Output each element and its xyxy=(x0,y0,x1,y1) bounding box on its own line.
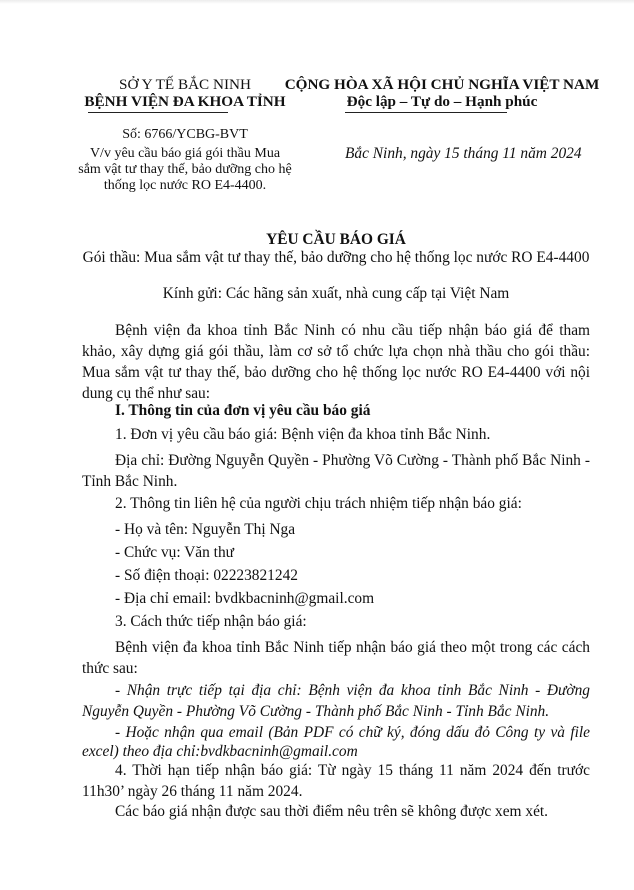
subject-line: V/v yêu cầu báo giá gói thầu Mua xyxy=(89,146,281,161)
subject-line: thống lọc nước RO E4-4400. xyxy=(103,178,267,193)
document-title: YÊU CẦU BÁO GIÁ xyxy=(266,231,406,248)
page-top-shadow xyxy=(0,0,634,4)
hospital-underline xyxy=(88,112,228,113)
contact-position: - Chức vụ: Văn thư xyxy=(115,544,234,561)
agency-name: SỞ Y TẾ BẮC NINH xyxy=(119,76,251,93)
place-date: Bắc Ninh, ngày 15 tháng 11 năm 2024 xyxy=(345,145,582,162)
motto-underline xyxy=(345,112,507,113)
contact-name: - Họ và tên: Nguyễn Thị Nga xyxy=(115,521,296,538)
method-email: - Hoặc nhận qua email (Bản PDF có chữ ký, đóng dấu đỏ Công ty và file excel) theo địa chỉ:bvdkbacninh@gmail.com xyxy=(82,724,590,760)
contact-phone: - Số điện thoại: 02223821242 xyxy=(115,567,298,584)
item-1: 1. Đơn vị yêu cầu báo giá: Bệnh viện đa khoa tỉnh Bắc Ninh. xyxy=(115,426,491,443)
recipient: Kính gửi: Các hãng sản xuất, nhà cung cấp tại Việt Nam xyxy=(162,285,510,302)
methods-intro: Bệnh viện đa khoa tỉnh Bắc Ninh tiếp nhận báo giá theo một trong các cách thức sau: xyxy=(82,639,590,677)
national-motto: Độc lập – Tự do – Hạnh phúc xyxy=(346,93,538,110)
intro-paragraph: Bệnh viện đa khoa tỉnh Bắc Ninh có nhu cầu tiếp nhận báo giá để tham khảo, xây dựng giá gói thầu, làm cơ sở tổ chức lựa chọn nhà thầu cho gói thầu: Mua sắm vật tư thay thế, bảo dưỡng cho hệ thống lọc nước RO E4-4400 với nội dung cụ thể như sau: xyxy=(82,322,590,402)
contact-email: - Địa chỉ email: bvdkbacninh@gmail.com xyxy=(115,590,375,607)
subject-block xyxy=(70,146,300,194)
country-name: CỘNG HÒA XÃ HỘI CHỦ NGHĨA VIỆT NAM xyxy=(284,76,600,93)
document-number: Số: 6766/YCBG-BVT xyxy=(122,127,248,142)
subject-line: sắm vật tư thay thế, bảo dưỡng cho hệ xyxy=(78,162,292,177)
item-2: 2. Thông tin liên hệ của người chịu trách nhiệm tiếp nhận báo giá: xyxy=(115,495,522,512)
item-3: 3. Cách thức tiếp nhận báo giá: xyxy=(115,613,307,630)
closing-note: Các báo giá nhận được sau thời điểm nêu trên sẽ không được xem xét. xyxy=(115,803,549,820)
package-name: Gói thầu: Mua sắm vật tư thay thế, bảo dưỡng cho hệ thống lọc nước RO E4-4400 xyxy=(82,249,590,266)
address: Địa chỉ: Đường Nguyễn Quyền - Phường Võ Cường - Thành phố Bắc Ninh - Tỉnh Bắc Ninh. xyxy=(82,452,590,490)
section-1-title: I. Thông tin của đơn vị yêu cầu báo giá xyxy=(115,402,371,419)
item-4: 4. Thời hạn tiếp nhận báo giá: Từ ngày 15 tháng 11 năm 2024 đến trước 11h30’ ngày 26 tháng 11 năm 2024. xyxy=(82,762,590,800)
hospital-name: BỆNH VIỆN ĐA KHOA TỈNH xyxy=(84,93,286,110)
method-direct: - Nhận trực tiếp tại địa chỉ: Bệnh viện đa khoa tỉnh Bắc Ninh - Đường Nguyễn Quyền - Phường Võ Cường - Thành phố Bắc Ninh - Tỉnh Bắc Ninh. xyxy=(82,682,590,720)
